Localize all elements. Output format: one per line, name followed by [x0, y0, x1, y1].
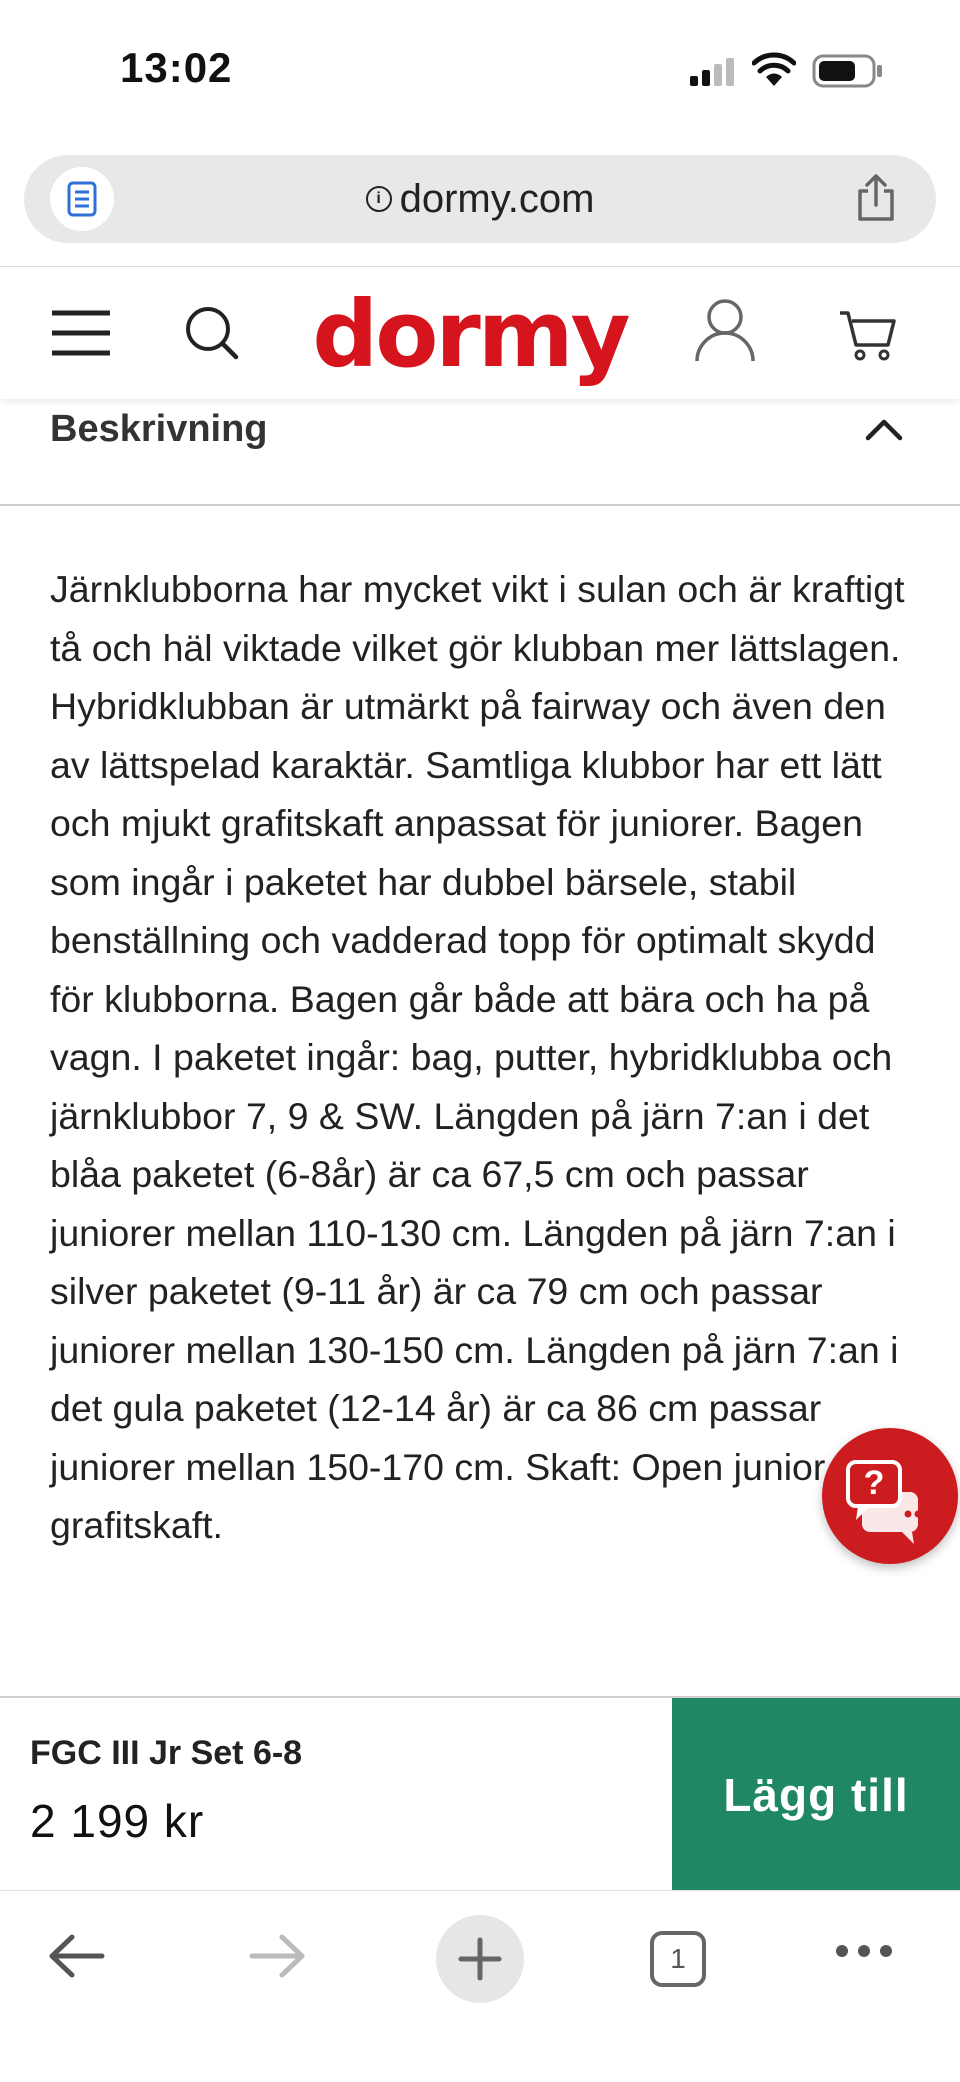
- chat-question-mark: ?: [863, 1464, 885, 1502]
- new-tab-button[interactable]: [436, 1915, 524, 2003]
- back-arrow-icon[interactable]: [46, 1931, 106, 1981]
- product-name: FGC III Jr Set 6-8: [30, 1734, 303, 1772]
- plus-icon: [457, 1936, 503, 1982]
- wifi-icon: [752, 52, 796, 88]
- cart-icon[interactable]: [838, 307, 898, 363]
- chat-help-button[interactable]: [822, 1428, 958, 1564]
- status-time: 13:02: [120, 44, 233, 91]
- dormy-logo[interactable]: dormy: [312, 280, 628, 388]
- product-price: 2 199 kr: [30, 1795, 205, 1847]
- hamburger-menu-icon[interactable]: [50, 309, 112, 357]
- description-accordion-header[interactable]: [0, 398, 960, 506]
- share-icon[interactable]: [854, 173, 898, 223]
- description-text: Järnklubborna har mycket vikt i sulan och är kraftigt tå och häl viktade vilket gör klubban mer lättslagen. Hybridklubban är utmärkt på fairway och även den av lättspelad karaktär. Samtliga klubbor har ett lätt och mjukt grafitskaft anpassat för juniorer. Bagen som ingår i paketet har dubbel bärsele, stabil benställning och vadderad topp för optimalt skydd för klubborna. Bagen går både att bära och ha på vagn. I paketet ingår: bag, putter, hybridklubba och järnklubbor 7, 9 & SW. Längden på järn 7:an i det blåa paketet (6-8år) är ca 67,5 cm och passar juniorer mellan 110-130 cm. Längden på järn 7:an i silver paketet (9-11 år) är ca 79 cm och passar juniorer mellan 130-150 cm. Längden på järn 7:an i det gula paketet (12-14 år) är ca 86 cm passar juniorer mellan 150-170 cm. Skaft: Open junior grafitskaft.: [50, 568, 905, 1546]
- url-display[interactable]: [24, 155, 936, 243]
- url-bar[interactable]: [24, 155, 936, 243]
- account-icon[interactable]: [694, 297, 756, 363]
- more-options-icon[interactable]: [834, 1943, 894, 1959]
- chevron-up-icon[interactable]: [864, 416, 904, 442]
- reader-icon[interactable]: [50, 167, 114, 231]
- battery-icon: [812, 54, 884, 88]
- description-title: Beskrivning: [50, 408, 268, 450]
- browser-toolbar: [0, 1890, 960, 2082]
- forward-arrow-icon[interactable]: [248, 1931, 308, 1981]
- signal-icon: [690, 58, 736, 88]
- tabs-button[interactable]: 1: [650, 1931, 706, 1987]
- url-text: dormy.com: [399, 176, 595, 221]
- search-icon[interactable]: [184, 305, 240, 361]
- purchase-bar: [0, 1696, 960, 1892]
- add-to-cart-button[interactable]: Lägg till: [672, 1698, 960, 1892]
- info-icon: i: [366, 186, 392, 212]
- chat-bubble-icon: [822, 1428, 958, 1564]
- status-bar: [0, 0, 960, 140]
- site-header: [0, 266, 960, 399]
